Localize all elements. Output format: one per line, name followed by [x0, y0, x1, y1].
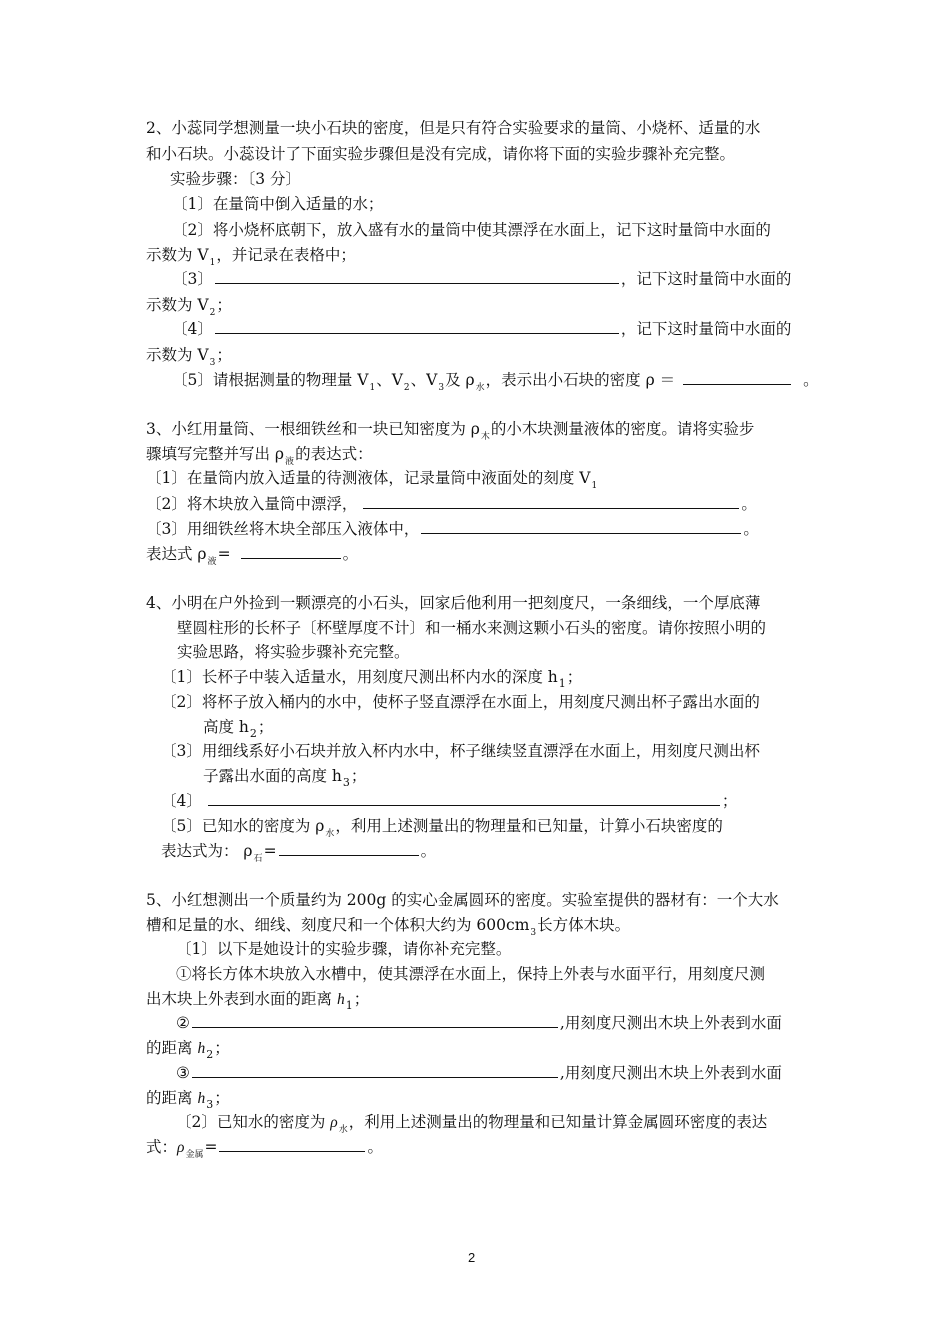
- q5-step-3: ③ ,用刻度尺测出木块上外表到水面: [176, 1064, 782, 1082]
- q5-step-2b: 的距离 $h_2$；: [146, 1039, 230, 1061]
- q2-step-3b: 示数为 $V_2$；: [146, 296, 232, 318]
- q2-step-4: 〔4〕 ，记下这时量筒中水面的: [172, 320, 792, 338]
- q4-step-1: 〔1〕长杯子中装入适量水，用刻度尺测出杯内水的深度 $h_1$；: [161, 668, 583, 690]
- q3-expression: 表达式 $\rho_液=$ 。: [146, 545, 359, 567]
- page-number: 2: [468, 1250, 476, 1265]
- q2-step-1: 〔1〕在量筒中倒入适量的水；: [172, 195, 384, 213]
- q3-step-3: 〔3〕用细铁丝将木块全部压入液体中， 。: [146, 520, 759, 538]
- answer-blank-q2-4[interactable]: [215, 318, 619, 334]
- q4-step-5b: 表达式为： $\rho_石=$ 。: [161, 842, 437, 864]
- answer-blank-q4-4[interactable]: [208, 790, 720, 806]
- q4-line-2: 壁圆柱形的长杯子〔杯壁厚度不计〕和一桶水来测这颗小石头的密度。请你按照小明的: [177, 619, 767, 637]
- q2-step-2a: 〔2〕将小烧杯底朝下，放入盛有水的量筒中使其漂浮在水面上，记下这时量筒中水面的: [172, 221, 771, 239]
- answer-blank-q3-2[interactable]: [363, 493, 739, 509]
- q2-step-2b: 示数为 $V_1$，并记录在表格中；: [146, 246, 356, 268]
- q2-step-4b: 示数为 $V_3$；: [146, 346, 232, 368]
- q4-step-3a: 〔3〕用细线系好小石块并放入杯内水中，杯子继续竖直漂浮在水面上，用刻度尺测出杯: [161, 742, 760, 760]
- answer-blank-q3-expr[interactable]: [241, 543, 341, 559]
- q5-step-1a: ①将长方体木块放入水槽中，使其漂浮在水面上，保持上外表与水面平行，用刻度尺测: [176, 965, 766, 983]
- q3-step-2: 〔2〕将木块放入量筒中漂浮， 。: [146, 495, 757, 513]
- answer-blank-q4-5[interactable]: [279, 840, 419, 856]
- answer-blank-q5-3[interactable]: [192, 1062, 558, 1078]
- q5-step-2: ② ,用刻度尺测出木块上外表到水面: [176, 1014, 782, 1032]
- q4-step-4: 〔4〕 ；: [161, 792, 738, 810]
- q4-line-3: 实验思路，将实验步骤补充完整。: [177, 643, 410, 661]
- q4-step-2b: 高度 $h_2$；: [203, 718, 274, 740]
- q5-step-1b: 出木块上外表到水面的距离 $h_1$；: [146, 990, 370, 1012]
- q5-line-2: 槽和足量的水、细线、刻度尺和一个体积大约为 $600cm_3$长方体木块。: [146, 916, 631, 938]
- q4-line-1: 4、小明在户外捡到一颗漂亮的小石头，回家后他利用一把刻度尺，一条细线，一个厚底薄: [146, 594, 761, 612]
- q3-line-1: 3、小红用量筒、一根细铁丝和一块已知密度为 $\rho_木$的小木块测量液体的密度。请将实验步: [146, 420, 755, 442]
- q2-line-1: 2、小蕊同学想测量一块小石块的密度，但是只有符合实验要求的量筒、小烧杯、适量的水: [146, 119, 761, 137]
- q5-step-3b: 的距离 $h_3$；: [146, 1089, 230, 1111]
- q5-expression: 式：$\rho_{金属}=$ 。: [146, 1138, 383, 1160]
- q4-step-2a: 〔2〕将杯子放入桶内的水中，使杯子竖直漂浮在水面上，用刻度尺测出杯子露出水面的: [161, 693, 760, 711]
- q4-step-5a: 〔5〕已知水的密度为 $\rho_水$，利用上述测量出的物理量和已知量，计算小石块密度的: [161, 817, 723, 839]
- answer-blank-q2-5[interactable]: [683, 369, 791, 385]
- q3-step-1: 〔1〕在量筒内放入适量的待测液体，记录量筒中液面处的刻度 $V_1$: [146, 469, 598, 491]
- q2-step-3: 〔3〕 ，记下这时量筒中水面的: [172, 270, 792, 288]
- answer-blank-q2-3[interactable]: [215, 268, 619, 284]
- q2-step-5: 〔5〕请根据测量的物理量 $V_1$、$V_2$、$V_3$及 $\rho_水$，表示出小石块的密度 ρ ＝ 。: [172, 371, 819, 393]
- answer-blank-q5-expr[interactable]: [219, 1136, 365, 1152]
- q5-part-2: 〔2〕已知水的密度为 $\rho_水$，利用上述测量出的物理量和已知量计算金属圆环密度的表达: [176, 1113, 768, 1135]
- q5-line-1: 5、小红想测出一个质量约为 200g 的实心金属圆环的密度。实验室提供的器材有：一个大水: [146, 891, 779, 909]
- answer-blank-q3-3[interactable]: [421, 518, 741, 534]
- q2-steps-heading: 实验步骤：〔3 分〕: [170, 170, 302, 188]
- q2-line-2: 和小石块。小蕊设计了下面实验步骤但是没有完成，请你将下面的实验步骤补充完整。: [146, 145, 736, 163]
- q4-step-3b: 子露出水面的高度 $h_3$；: [203, 767, 367, 789]
- answer-blank-q5-2[interactable]: [192, 1012, 558, 1028]
- q3-line-2: 骤填写完整并写出 $\rho_液$的表达式：: [146, 445, 373, 467]
- q5-part-1: 〔1〕以下是她设计的实验步骤，请你补充完整。: [176, 940, 512, 958]
